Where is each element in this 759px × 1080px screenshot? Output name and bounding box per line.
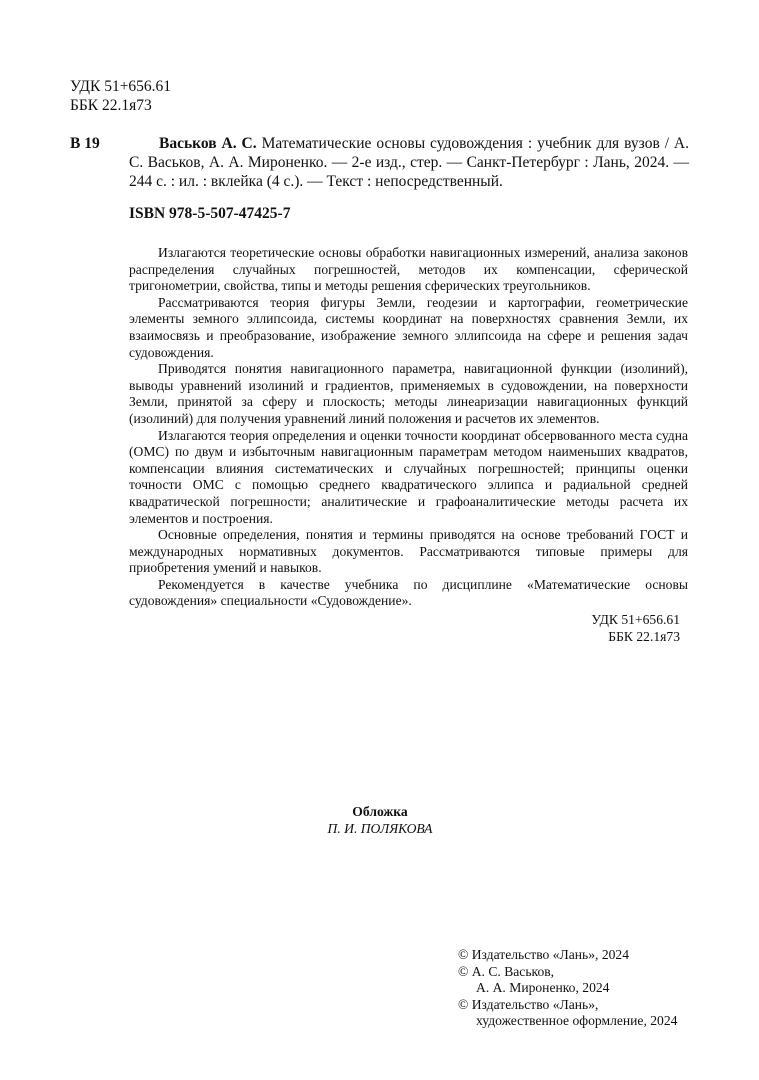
top-classification-codes (70, 77, 171, 115)
bibliographic-description (129, 134, 690, 191)
udk-code: УДК 51+656.61 (591, 612, 680, 627)
annotation-paragraph: Основные определения, понятия и термины приводятся на основе требований ГОСТ и международных нормативных документов. Рассматриваются типовые примеры для приобретения умений и навыков. (129, 527, 688, 576)
bottom-classification-codes (520, 612, 680, 645)
annotation-paragraph: Рассматриваются теория фигуры Земли, геодезии и картографии, геометрические элементы земного эллипсоида, системы координат на поверхностях сравнения Земли, их взаимосвязь и преобразование, изображение земного эллипсоида на сфере и решения задач судовождения. (129, 294, 688, 360)
annotation-paragraph: Рекомендуется в качестве учебника по дисциплине «Математические основы судовождения» специальности «Судовождение». (129, 576, 688, 609)
copyright-line: А. А. Мироненко, 2024 (476, 980, 610, 996)
cover-label: Обложка (352, 804, 408, 819)
bbk-code: ББК 22.1я73 (70, 97, 152, 114)
cover-designer: П. И. ПОЛЯКОВА (327, 820, 433, 836)
udk-code: УДК 51+656.61 (70, 78, 172, 95)
annotation (129, 245, 688, 610)
bibliographic-text (129, 134, 689, 191)
author-mark: В 19 (70, 135, 100, 152)
copyright-line: © Издательство «Лань», 2024 (458, 947, 630, 962)
cover-credit (250, 804, 510, 837)
copyright-line: художественное оформление, 2024 (476, 1013, 678, 1029)
bbk-code: ББК 22.1я73 (608, 628, 680, 644)
copyright-line: © А. С. Васьков, (458, 963, 555, 979)
annotation-paragraph: Излагаются теория определения и оценки точности координат обсервованного места судна (ОМС) по двум и избыточным навигационным параметрам методом наименьших квадратов, компенсации влияния систематических и случайных погрешностей; принципы оценки точности ОМС с помощью среднего квадратического эллипса и радиальной средней квадратической погрешности; аналитические и графоаналитические методы расчета их элементов и построения. (129, 427, 688, 526)
isbn: ISBN 978-5-507-47425-7 (129, 205, 291, 222)
copyright-block (458, 947, 698, 1030)
annotation-paragraph: Излагаются теоретические основы обработки навигационных измерений, анализа законов распределения случайных погрешностей, методов их компенсации, сферической тригонометрии, свойства, типы и методы решения сферических треугольников. (129, 245, 688, 294)
author-name: Васьков А. С. (159, 135, 257, 152)
annotation-paragraph: Приводятся понятия навигационного параметра, навигационной функции (изолиний), выводы уравнений изолиний и градиентов, применяемых в судовождении, на поверхности Земли, принятой за сферу и плоскость; методы линеаризации навигационных функций (изолиний) для получения уравнений линий положения и расчетов их элементов. (129, 361, 688, 426)
book-description: Математические основы судовождения : учебник для вузов / А. С. Васьков, А. А. Мироненко. — 2-е изд., стер. — Санкт-Петербург : Лань, 2024. — 244 с. : ил. : вклейка (4 с.). — Текст : непосредственный. (129, 135, 690, 190)
copyright-line: © Издательство «Лань», (458, 996, 599, 1012)
